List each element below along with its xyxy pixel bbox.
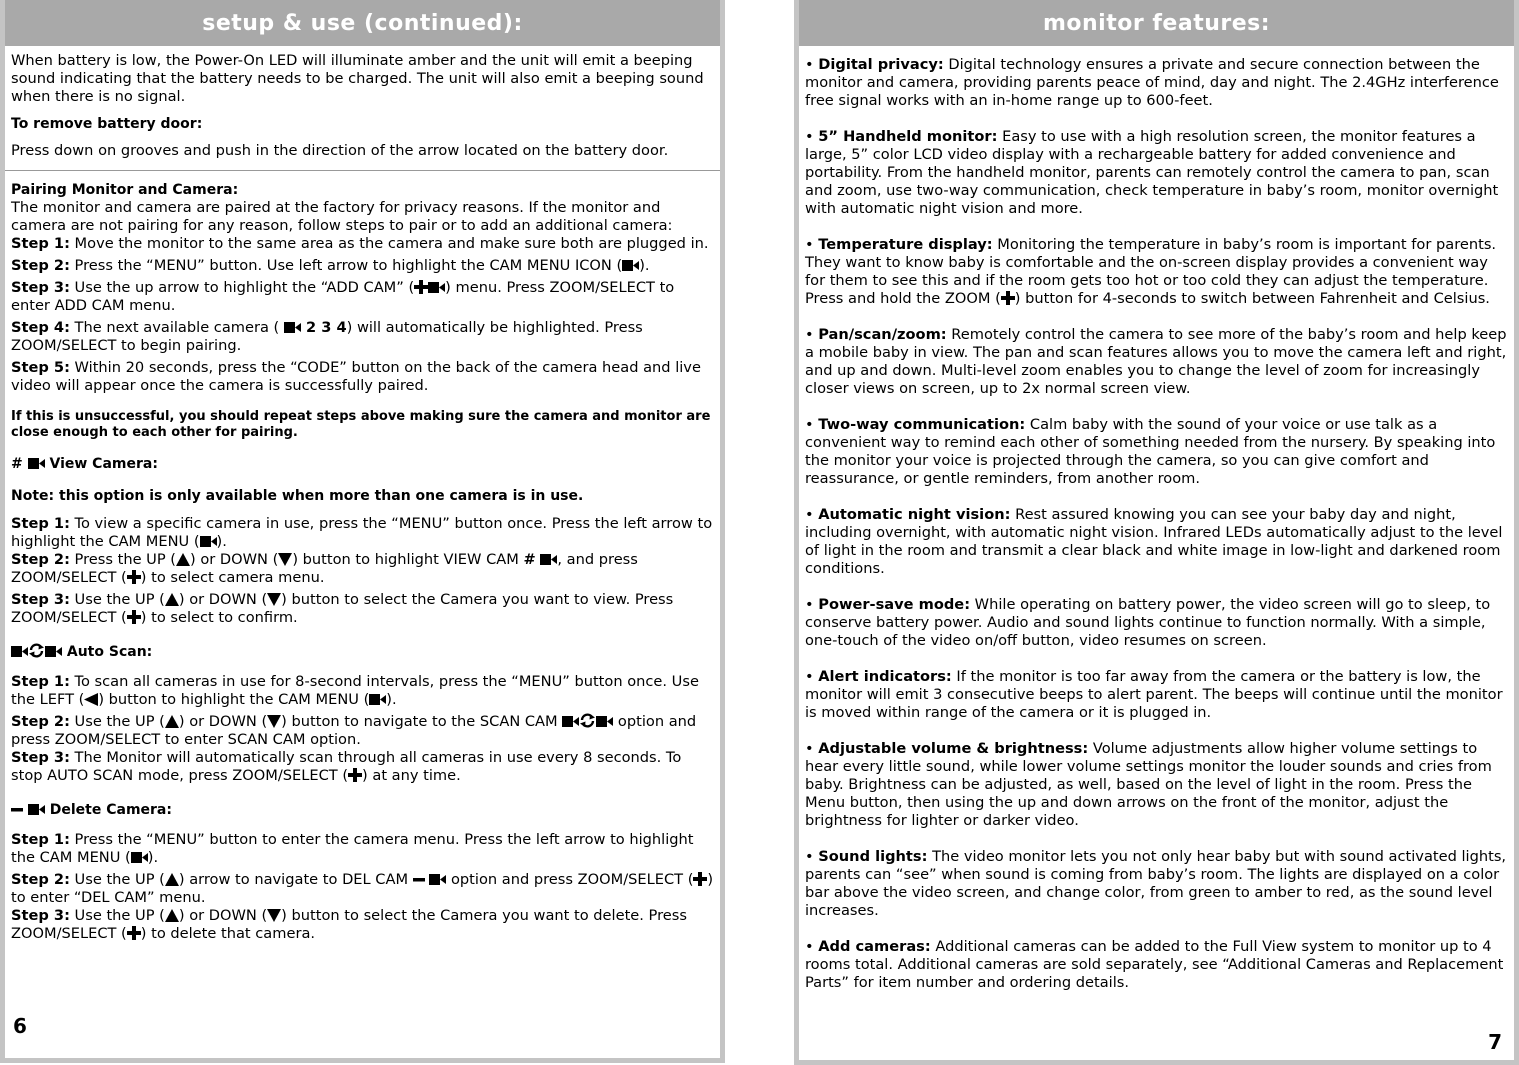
minus-icon bbox=[11, 803, 23, 816]
scan-step-2: Step 2: Use the UP ( ) or DOWN ( ) button to navigate to the SCAN CAM option and press ZOOM/SELECT to enter SCAN CAM option. bbox=[11, 713, 697, 748]
feature-night-vision: • Automatic night vision: Rest assured knowing you can see your baby day and night, including overnight, with automatic night vision. Infrared LEDs automatically adjust to the level of light in the room and transmit a clear black and white image in low-light and darkened room conditions. bbox=[805, 506, 1503, 577]
pairing-step-5: Step 5: Within 20 seconds, press the “CODE” button on the back of the camera head and live video will appear once the camera is successfully paired. bbox=[11, 359, 701, 394]
refresh-icon bbox=[28, 643, 45, 658]
unsuccessful-note: If this is unsuccessful, you should repeat steps above making sure the camera and monitor are close enough to each other for pairing. bbox=[11, 409, 711, 440]
feature-temperature-display: • Temperature display: Monitoring the temperature in baby’s room is important for parents. They want to know baby is comfortable and the on-screen display provides a convenient way for them to see this and if the room gets too hot or too cold they can adjust the temperature. Press and hold the ZOOM ( ) button for 4-seconds to switch between Fahrenheit and Celsius. bbox=[805, 236, 1497, 307]
right-header: monitor features: bbox=[799, 0, 1514, 46]
plus-icon bbox=[693, 872, 707, 886]
feature-handheld-monitor: • 5” Handheld monitor: Easy to use with a high resolution screen, the monitor features a large, 5” color LCD video display with a rechargeable battery for added convenience and portability. From the handheld monitor, parents can remotely control the camera to pan, scan and zoom, use two-way communication, check temperature in baby’s room, monitor overnight with automatic night vision and more. bbox=[805, 128, 1499, 217]
camera-icon bbox=[562, 715, 579, 728]
feature-power-save: • Power-save mode: While operating on battery power, the video screen will go to sleep, to conserve battery power. Audio and sound lights continue to function normally. With a simple, one-touch of the video on/off button, video resumes on screen. bbox=[805, 596, 1491, 649]
left-content bbox=[11, 52, 714, 943]
plus-icon bbox=[127, 610, 141, 624]
right-page bbox=[794, 0, 1519, 1065]
camera-icon bbox=[429, 873, 446, 886]
right-content bbox=[805, 56, 1508, 1010]
down-triangle-icon bbox=[278, 553, 292, 566]
camera-icon bbox=[284, 321, 301, 334]
feature-digital-privacy: • Digital privacy: Digital technology ensures a private and secure connection between the monitor and camera, providing parents peace of mind, day and night. The 2.4GHz interference free signal works with an in-home range up to 600-feet. bbox=[805, 56, 1499, 109]
camera-icon bbox=[200, 535, 217, 548]
up-triangle-icon bbox=[176, 553, 190, 566]
down-triangle-icon bbox=[267, 715, 281, 728]
plus-icon bbox=[127, 926, 141, 940]
left-page bbox=[0, 0, 725, 1063]
left-header: setup & use (continued): bbox=[5, 0, 720, 46]
feature-add-cameras: • Add cameras: Additional cameras can be added to the Full View system to monitor up to 4 rooms total. Additional cameras are sold separately, see “Additional Cameras and Replacement Parts” for item number and ordering details. bbox=[805, 938, 1504, 991]
remove-battery-text: Press down on grooves and push in the direction of the arrow located on the battery door. bbox=[11, 142, 669, 159]
camera-icon bbox=[369, 693, 386, 706]
page-number-left: 6 bbox=[13, 1014, 27, 1038]
view-step-3: Step 3: Use the UP ( ) or DOWN ( ) button to select the Camera you want to view. Press ZOOM/SELECT ( ) to select to confirm. bbox=[11, 591, 674, 626]
page-number-right: 7 bbox=[1488, 1030, 1502, 1054]
camera-icon bbox=[428, 281, 445, 294]
pairing-step-2: Step 2: Press the “MENU” button. Use left arrow to highlight the CAM MENU ICON ( ). bbox=[11, 257, 650, 274]
feature-alert-indicators: • Alert indicators: If the monitor is too far away from the camera or the battery is low, the monitor will emit 3 consecutive beeps to alert parent. The beeps will continue until the monitor is moved within range of the camera or it is plugged in. bbox=[805, 668, 1503, 721]
scan-step-1: Step 1: To scan all cameras in use for 8-second intervals, press the “MENU” button once. Use the LEFT ( ) button to highlight the CAM MENU ( ). bbox=[11, 673, 699, 708]
pairing-step-1: Step 1: Move the monitor to the same area as the camera and make sure both are plugged in. bbox=[11, 235, 709, 252]
section-divider bbox=[5, 170, 720, 171]
plus-icon bbox=[1001, 291, 1015, 305]
camera-icon bbox=[11, 645, 28, 658]
auto-scan-heading: Auto Scan: bbox=[11, 643, 714, 661]
delete-step-1: Step 1: Press the “MENU” button to enter the camera menu. Press the left arrow to highlight the CAM MENU ( ). bbox=[11, 831, 694, 866]
camera-icon bbox=[45, 645, 62, 658]
pairing-heading: Pairing Monitor and Camera: bbox=[11, 182, 239, 198]
feature-sound-lights: • Sound lights: The video monitor lets you not only hear baby but with sound activated lights, parents can “see” when sound is coming from baby’s room. The lights are displayed on a color bar above the video screen, and change color, from green to amber to red, as the sound level increases. bbox=[805, 848, 1507, 919]
pairing-text: The monitor and camera are paired at the factory for privacy reasons. If the monitor and camera are not pairing for any reason, follow steps to pair or to add an additional camera: bbox=[11, 199, 673, 234]
remove-battery-heading: To remove battery door: bbox=[11, 116, 203, 132]
up-triangle-icon bbox=[165, 873, 179, 886]
camera-icon bbox=[28, 457, 45, 470]
camera-icon bbox=[622, 259, 639, 272]
feature-two-way-communication: • Two-way communication: Calm baby with the sound of your voice or use talk as a convenient way to remind each other of something needed from the nursery. By speaking into the monitor your voice is projected through the camera, so you can give comfort and reassurance, or gentle reminders, from another room. bbox=[805, 416, 1496, 487]
delete-step-2: Step 2: Use the UP ( ) arrow to navigate to DEL CAM option and press ZOOM/SELECT ( ) to enter “DEL CAM” menu. bbox=[11, 871, 714, 906]
camera-icon bbox=[596, 715, 613, 728]
feature-pan-scan-zoom: • Pan/scan/zoom: Remotely control the camera to see more of the baby’s room and help keep a mobile baby in view. The pan and scan features allows you to move the camera left and right, and up and down. Multi-level zoom enables you to change the level of zoom for increasingly closer views on screen, up to 2x normal screen view. bbox=[805, 326, 1507, 397]
refresh-icon bbox=[579, 713, 596, 728]
plus-icon bbox=[348, 768, 362, 782]
left-triangle-icon bbox=[84, 693, 98, 706]
plus-icon bbox=[127, 570, 141, 584]
delete-step-3: Step 3: Use the UP ( ) or DOWN ( ) button to select the Camera you want to delete. Press ZOOM/SELECT ( ) to delete that camera. bbox=[11, 907, 687, 942]
pairing-step-3: Step 3: Use the up arrow to highlight the “ADD CAM” ( ) menu. Press ZOOM/SELECT to enter ADD CAM menu. bbox=[11, 279, 675, 314]
plus-icon bbox=[414, 280, 428, 294]
down-triangle-icon bbox=[267, 909, 281, 922]
pairing-step-4: Step 4: The next available camera ( 2 3 4) will automatically be highlighted. Press ZOOM/SELECT to begin pairing. bbox=[11, 319, 643, 354]
battery-intro: When battery is low, the Power-On LED will illuminate amber and the unit will emit a beeping sound indicating that the battery needs to be charged. The unit will also emit a beeping sound when there is no signal. bbox=[11, 52, 704, 105]
feature-volume-brightness: • Adjustable volume & brightness: Volume adjustments allow higher volume settings to hear every little sound, while lower volume settings monitor the louder sounds and cries from baby. Brightness can be adjusted, as well, based on the level of light in the room. Press the Menu button, then using the up and down arrows on the front of the monitor, adjust the brightness for lighter or darker video. bbox=[805, 740, 1492, 829]
camera-icon bbox=[28, 803, 45, 816]
view-camera-note: Note: this option is only available when more than one camera is in use. bbox=[11, 488, 584, 504]
down-triangle-icon bbox=[267, 593, 281, 606]
up-triangle-icon bbox=[165, 593, 179, 606]
camera-icon bbox=[540, 553, 557, 566]
view-step-1: Step 1: To view a specific camera in use, press the “MENU” button once. Press the left arrow to highlight the CAM MENU ( ). bbox=[11, 515, 713, 550]
up-triangle-icon bbox=[165, 715, 179, 728]
scan-step-3: Step 3: The Monitor will automatically scan through all cameras in use every 8 seconds. To stop AUTO SCAN mode, press ZOOM/SELECT ( ) at any time. bbox=[11, 749, 682, 784]
camera-icon bbox=[131, 851, 148, 864]
delete-camera-heading: Delete Camera: bbox=[11, 801, 714, 819]
minus-icon bbox=[413, 873, 425, 886]
view-camera-heading: # View Camera: bbox=[11, 456, 158, 472]
view-step-2: Step 2: Press the UP ( ) or DOWN ( ) button to highlight VIEW CAM # , and press ZOOM/SELECT ( ) to select camera menu. bbox=[11, 551, 638, 586]
up-triangle-icon bbox=[165, 909, 179, 922]
